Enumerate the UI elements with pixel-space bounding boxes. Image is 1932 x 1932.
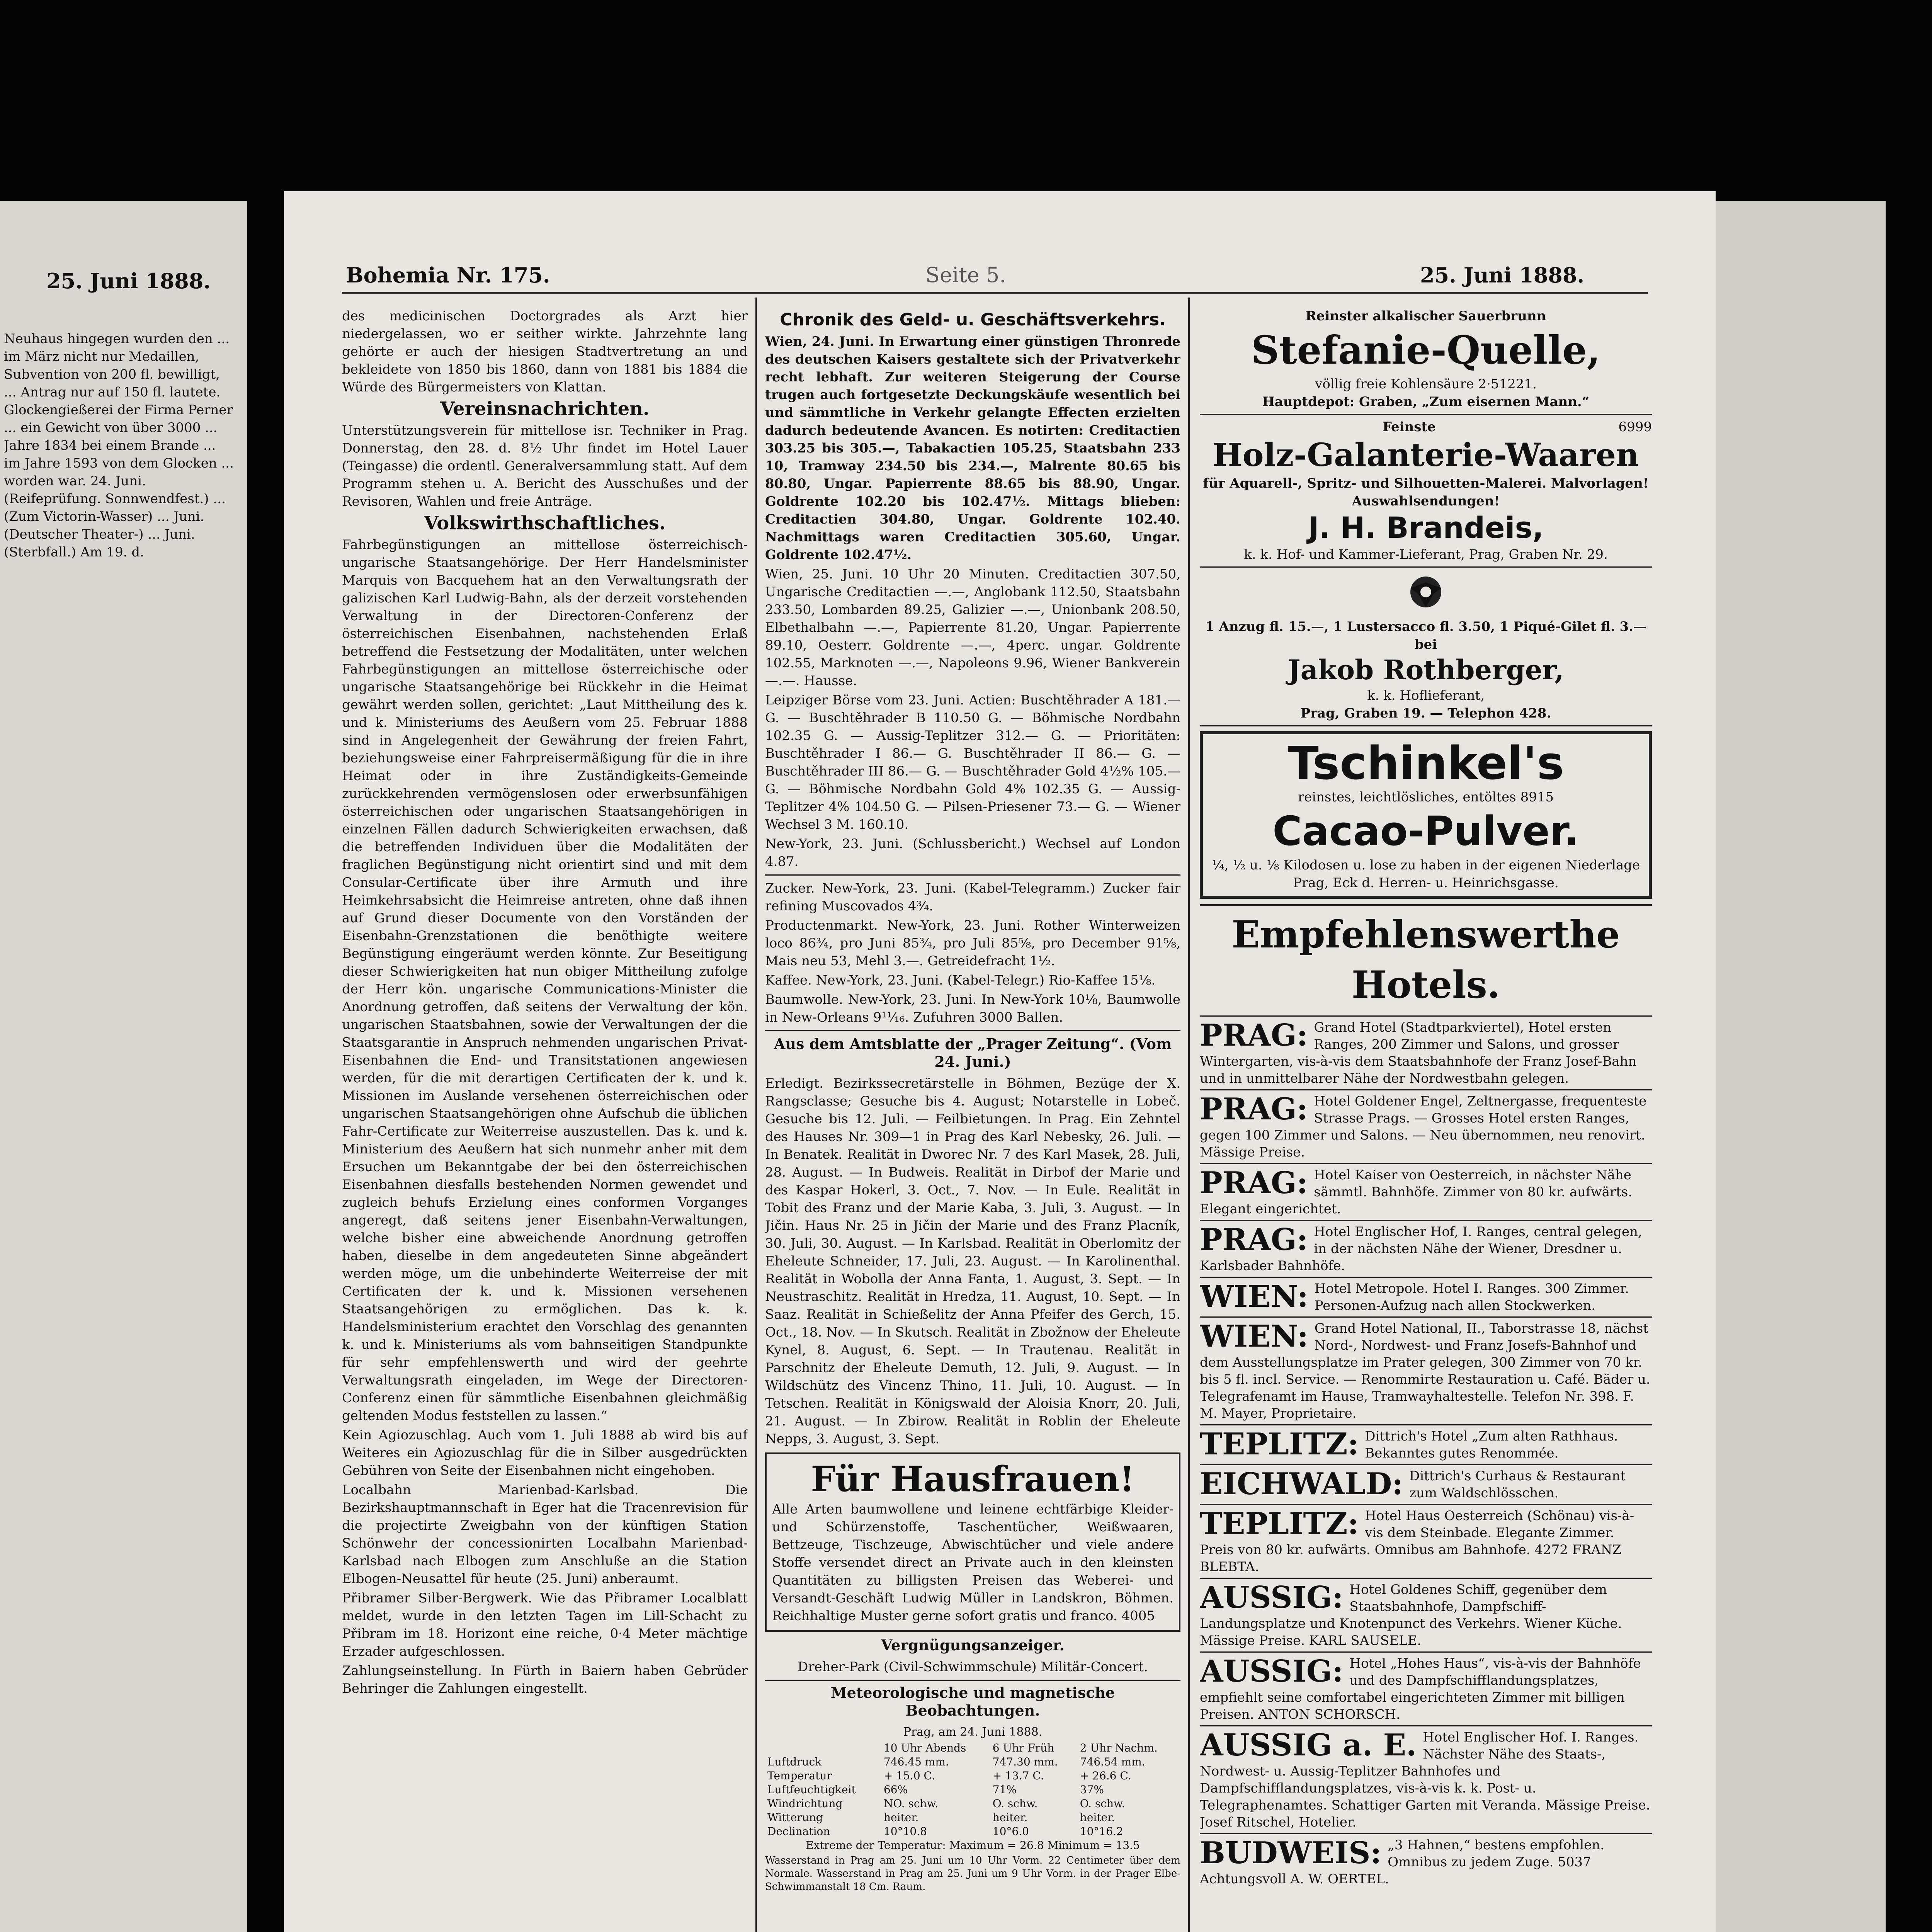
hotel-city: AUSSIG a. E.: [1200, 1728, 1417, 1763]
ad-feinste: Feinste: [1382, 419, 1436, 435]
hotel-city: AUSSIG:: [1200, 1654, 1344, 1689]
newyork-report: New-York, 23. Juni. (Schlussbericht.) Wechsel auf London 4.87.: [765, 836, 1180, 869]
rothberger-ad: [1200, 568, 1652, 726]
hotel-description: Hotel Kaiser von Oesterreich, in nächster Nähe sämmtl. Bahnhöfe. Zimmer von 80 kr. aufwärts. Elegant eingerichtet.: [1200, 1167, 1633, 1217]
meteo-table: [765, 1741, 1180, 1838]
meteo-cell: + 26.6 C.: [1080, 1769, 1131, 1782]
volkswirth-text: Fahrbegünstigungen an mittellose österreichisch-ungarische Staatsangehörige. Der Herr Handelsminister Marquis von Bacquehem hat an den Verwaltungsrath der galizischen Karl Ludwig-Bahn, als der derzeit vorstehenden Verwaltung in der Directoren-Conferenz der österreichischen Eisenbahnen, nachstehenden Erlaß betreffend die Festsetzung der Modalitäten, unter welchen Fahrbegünstigungen an mittellose österreichische oder ungarische Staatsangehörige bei Rückkehr in die Heimat gewährt werden sollen, gerichtet: „Laut Mittheilung des k. und k. Ministeriums des Aeußern vom 25. Februar 1888 sind in Angelegenheit der Gewährung der freien Fahrt, beziehungsweise einer Fahrpreisermäßigung für die in ihre Heimat oder in ihre Zuständigkeits-Gemeinde zurückkehrenden vermögenslosen oder erwerbsunfähigen österreichischen oder ungarischen Staatsangehörigen in einzelnen Fällen dadurch Schwierigkeiten erwachsen, daß die betreffenden Individuen über die Modalitäten der fraglichen Begünstigung nicht orientirt sind und mit dem Consular-Certificate über ihre Armuth und ihre Heimkehrsabsicht die Heimreise antreten, ohne daß ihnen auf Grund dieser Documente von den Vorständen der Eisenbahn-Grenzstationen die benöthigte weitere Begünstigung eingeräumt werden könnte. Zur Beseitigung dieser Schwierigkeiten hat nun obiger Mittheilung zufolge der Herr kön. ungarische Communications-Minister die Anordnung getroffen, daß seitens der Verwaltung der kön. ungarischen Staatsbahnen, sowie der Verwaltungen der die Staatsgarantie in Anspruch nehmenden ungarischen Privat-Eisenbahnen die End- und Transitstationen angewiesen werden, für die mit derartigen Certificaten der k. und k. Missionen im Auslande versehenen österreichischen oder ungarischen Staatsangehörigen ohne Aufschub die üblichen Fahr-Certificate zur Weiterreise auszustellen. Das k. und k. Ministerium des Aeußern hat sich nunmehr anher mit dem Ersuchen um Bekanntgabe der bei den österreichischen Eisenbahnen diesfalls bestehenden Normen gewendet und zugleich behufs Erzielung eines conformen Vorganges angeregt, daß seitens jener Eisenbahn-Verwaltungen, welche bisher eine abweichende Anordnung getroffen haben, dieselbe in dem angedeuteten Sinne abgeändert werden möge, um die unbehinderte Weiterreise der mit Certificaten der k. und k. Missionen versehenen Staatsangehörigen zu ermöglichen. Das k. k. Handelsministerium erachtet den Vorschlag des genannten k. und k. Ministeriums als vom bahnseitigen Standpunkte für sehr empfehlenswerth und wird der geehrte Verwaltungsrath eingeladen, im Wege der Directoren-Conferenz einen für sämmtliche Eisenbahnen gleichmäßig geltenden Modus feststellen zu lassen.“: [342, 537, 748, 1423]
meteo-cell: Declination: [767, 1825, 830, 1838]
meteo-cell: 746.54 mm.: [1080, 1755, 1145, 1768]
vergnuegungs-heading: Vergnügungsanzeiger.: [881, 1636, 1065, 1654]
meteo-col-header: [765, 1741, 881, 1755]
hotel-description: Hotel Metropole. Hotel I. Ranges. 300 Zimmer. Personen-Aufzug nach allen Stockwerken.: [1314, 1281, 1629, 1313]
leipzig-report: Leipziger Börse vom 23. Juni. Actien: Buschtěhrader A 181.— G. — Buschtěhrader B 110.50 G. — Böhmische Nordbahn 102.35 G. — Aussig-Teplitzer 312.— G. — Prioritäten: Buschtěhrader I 86.— G. Buschtěhrader II 86.— G. — Buschtěhrader III 86.— G. — Buschtěhrader Gold 4½% 105.— G. — Böhmische Nordbahn Gold 4% 102.35 G. — Aussig-Teplitzer 4% 104.50 G. — Pilsen-Priesener 73.— G. — Wiener Wechsel 3 M. 160.10.: [765, 692, 1180, 832]
hotel-description: Hotel Goldener Engel, Zeltnergasse, frequenteste Strasse Prags. — Grosses Hotel ersten Ranges, gegen 100 Zimmer und Salons. — Neu übernommen, neu renovirt. Mässige Preise.: [1200, 1094, 1647, 1160]
pribram-text: Přibramer Silber-Bergwerk. Wie das Přibramer Localblatt meldet, wurde in den letzten Tagen im Lill-Schacht zu Přibram im 18. Horizont eine reiche, 0·4 Meter mächtige Erzader aufgeschlossen.: [342, 1590, 748, 1659]
rothberger-firm: Jakob Rothberger,: [1287, 654, 1564, 686]
hotel-description: Hotel Englischer Hof. I. Ranges. Nächster Nähe des Staats-, Nordwest- u. Aussig-Teplitzer Bahnhofes und Dampfschifflandungsplatzes, vis-à-vis k. k. Post- u. Telegraphenamtes. Schattiger Garten mit Veranda. Mässige Preise. Josef Ritschel, Hotelier.: [1200, 1730, 1650, 1830]
section-rule: [765, 1030, 1180, 1031]
meteo-row: [765, 1811, 1180, 1825]
tschinkel-name: Tschinkel's: [1287, 736, 1564, 790]
ad-text: k. k. Hoflieferant,: [1367, 688, 1485, 703]
header-date: 25. Juni 1888.: [1420, 263, 1585, 287]
hotel-description: Grand Hotel (Stadtparkviertel), Hotel ersten Ranges, 200 Zimmer und Salons, und grosser Wintergarten, vis-à-vis dem Staatsbahnhofe der Franz Josef-Bahn und in unmittelbarer Nähe der Nordwestbahn gelegen.: [1200, 1020, 1637, 1086]
ad-text: reinstes, leichtlösliches, entöltes: [1298, 789, 1516, 805]
amtsblatt-text: Erledigt. Bezirkssecretärstelle in Böhmen, Bezüge der X. Rangsclasse; Gesuche bis 4. August; Notarstelle in Lobeč. Gesuche bis 12. Juli. — Feilbietungen. In Prag. Ein Zehntel des Hauses Nr. 309—1 in Prag des Karl Nebesky, 26. Juli. — In Benatek. Realität in Dworec Nr. 7 des Karl Masek, 28. Juli, 28. August. — In Budweis. Realität in Dirbof der Marie und des Kaspar Hokerl, 3. Oct., 7. Nov. — In Eule. Realität in Tobit des Franz und der Marie Kaba, 3. Juli, 3. August. — In Jičin. Haus Nr. 25 in Jičin der Marie und des Franz Placník, 30. Juli, 30. August. — In Karlsbad. Realität in Oberlomitz der Eheleute Schneider, 17. Juli, 23. August. — In Karolinenthal. Realität in Wobolla der Anna Fanta, 1. August, 3. Sept. — In Neustraschitz. Realität in Hredza, 11. August, 10. Sept. — In Saaz. Realität in Schießelitz der Anna Pfeifer des Gerch, 15. Oct., 18. Nov. — In Skutsch. Realität in Zbožnow der Eheleute Kynel, 8. August, 6. Sept. — In Trautenau. Realität in Parschnitz der Eheleute Demuth, 12. Juli, 9. August. — In Wildschütz des Vincenz Thino, 11. Juli, 10. August. — In Tetschen. Realität in Königswald der Aloisia Knorr, 20. Juli, 21. August. — In Zbirow. Realität in Roblin der Eheleute Nepps, 3. August, 3. Sept.: [765, 1076, 1180, 1447]
hotel-description: Hotel Haus Oesterreich (Schönau) vis-à-vis dem Steinbade. Elegante Zimmer. Preis von 80 kr. aufwärts. Omnibus am Bahnhofe. 4272 FRANZ BLEBTA.: [1200, 1508, 1634, 1575]
meteo-cell: Luftdruck: [767, 1755, 822, 1768]
meteo-heading: Meteorologische und magnetische Beobachtungen.: [765, 1680, 1180, 1719]
ad-text: ¼, ½ u. ⅛ Kilodosen u. lose zu haben in der eigenen Niederlage Prag, Eck d. Herren- u. Heinrichsgasse.: [1211, 857, 1640, 891]
section-rule: [765, 874, 1180, 876]
hotel-city: TEPLITZ:: [1200, 1427, 1359, 1462]
ad-text: Prag, Graben 19. — Telephon 428.: [1300, 706, 1551, 721]
tschinkel-ad: [1200, 731, 1652, 899]
meteo-cell: 71%: [992, 1783, 1017, 1796]
meteo-row: [765, 1797, 1180, 1811]
meteo-footnote: Wasserstand in Prag am 25. Juni um 10 Uhr Vorm. 22 Centimeter über dem Normale. Wasserstand in Prag am 25. Juni um 9 Uhr Vorm. in der Prager Elbe-Schwimmanstalt 18 Cm. Raum.: [765, 1855, 1180, 1893]
hotel-description: Dittrich's Hotel „Zum alten Rathhaus. Bekanntes gutes Renommée.: [1365, 1429, 1618, 1461]
hotel-city: AUSSIG:: [1200, 1580, 1344, 1615]
hotel-entry: [1200, 1015, 1652, 1089]
vereins-heading: Vereinsnachrichten.: [440, 398, 650, 420]
meteo-col-header: 10 Uhr Abends: [883, 1742, 966, 1754]
hausfrauen-title: Für Hausfrauen!: [811, 1459, 1135, 1500]
header-rule: [342, 292, 1648, 294]
left-page-paragraph: Neuhaus hingegen wurden den ... im März nicht nur Medaillen, Subvention von 200 fl. bewilligt, ... Antrag nur auf 150 fl. lautete. Glockengießerei der Firma Perner ... ein Gewicht von über 3000 ... Jahre 1834 bei einem Brande ... im Jahre 1593 von dem Glocken ... worden war. 24. Juni. (Reifeprüfung. Sonnwendfest.) ... (Zum Victorin-Wasser) ... Juni. (Deutscher Theater-) ... Juni. (Sterbfall.) Am 19. d.: [4, 331, 234, 560]
hotel-city: TEPLITZ:: [1200, 1506, 1359, 1541]
left-page-date: 25. Juni 1888.: [46, 269, 211, 293]
hotel-description: Hotel Goldenes Schiff, gegenüber dem Staatsbahnhofe, Dampfschiff-Landungsplatze und Knotenpunct des Verkehrs. Wiener Küche. Mässige Preise. KARL SAUSELE.: [1200, 1582, 1622, 1648]
ad-tagline: Reinster alkalischer Sauerbrunn: [1305, 308, 1546, 324]
meteo-cell: 66%: [883, 1783, 908, 1796]
hotel-entry: [1200, 1504, 1652, 1578]
meteo-cell: O. schw.: [1080, 1797, 1125, 1810]
hotel-city: WIEN:: [1200, 1319, 1308, 1354]
stefanie-quelle-ad: [1200, 307, 1652, 415]
meteo-cell: 747.30 mm.: [992, 1755, 1058, 1768]
wien-24-report: Wien, 24. Juni. In Erwartung einer günstigen Thronrede des deutschen Kaisers gestaltete sich der Privatverkehr recht lebhaft. Zur weiteren Steigerung der Course trugen auch fortgesetzte Deckungskäufe wesentlich bei und sämmtliche in Verkehr gelangte Effecten erzielten dadurch bedeutende Avancen. Es notirten: Creditactien 303.25 bis 305.—, Tabakactien 105.25, Staatsbahn 233 10, Tramway 234.50 bis 234.—, Malrente 80.65 bis 80.80, Ungar. Papierrente 88.65 bis 88.90, Ungar. Goldrente 102.20 bis 102.47½. Mittags blieben: Creditactien 304.80, Ungar. Goldrente 102.40. Nachmittags waren Creditactien 305.60, Ungar. Goldrente 102.47½.: [765, 334, 1180, 563]
meteo-header-row: [765, 1741, 1180, 1755]
cacao-pulver: Cacao-Pulver.: [1272, 808, 1579, 855]
localbahn-text: Localbahn Marienbad-Karlsbad. Die Bezirkshauptmannschaft in Eger hat die Tracenrevision für die projectirte Zweigbahn von der künftigen Station Schönwehr der concessionirten Localbahn Marienbad-Karlsbad nach Elbogen zum Anschluße an die Station Elbogen-Neusattel für heute (25. Juni) anberaumt.: [342, 1482, 748, 1587]
column-1: [342, 307, 748, 1932]
ad-text: 1 Anzug fl. 15.—, 1 Lustersacco fl. 3.50, 1 Piqué-Gilet fl. 3.— bei: [1205, 619, 1647, 652]
header-page-number: Seite 5.: [925, 263, 1006, 287]
meteo-cell: O. schw.: [992, 1797, 1038, 1810]
hotel-entry: [1200, 1464, 1652, 1504]
meteo-row: [765, 1755, 1180, 1769]
column-2: [765, 307, 1180, 1932]
volkswirth-heading: Volkswirthschaftliches.: [424, 512, 666, 534]
hotels-list: [1200, 1015, 1652, 1890]
hotel-city: EICHWALD:: [1200, 1466, 1403, 1502]
meteo-cell: + 13.7 C.: [992, 1769, 1044, 1782]
zucker-report: Zucker. New-York, 23. Juni. (Kabel-Telegramm.) Zucker fair refining Muscovados 4¾.: [765, 881, 1180, 914]
meteo-cell: 37%: [1080, 1783, 1104, 1796]
vereins-text: Unterstützungsverein für mittellose isr. Techniker in Prag. Donnerstag, den 28. d. 8½ Uhr findet im Hotel Lauer (Teingasse) die ordentl. Generalversammlung statt. Auf dem Programm stehen u. A. Bericht des Ausschußes und der Revisoren, Wahlen und freie Anträge.: [342, 423, 748, 509]
meteo-cell: heiter.: [1080, 1811, 1115, 1824]
meteo-cell: 746.45 mm.: [883, 1755, 949, 1768]
meteo-cell: 10°6.0: [992, 1825, 1029, 1838]
vergnuegungs-text: Dreher-Park (Civil-Schwimmschule) Militär-Concert.: [798, 1659, 1148, 1675]
meteo-cell: 10°16.2: [1080, 1825, 1123, 1838]
meteo-extreme: Extreme der Temperatur: Maximum = 26.8 Minimum = 13.5: [806, 1839, 1140, 1852]
meteo-cell: Temperatur: [767, 1769, 832, 1782]
hotel-entry: [1200, 1725, 1652, 1833]
hotel-city: PRAG:: [1200, 1092, 1308, 1127]
meteo-cell: NO. schw.: [883, 1797, 939, 1810]
baumwolle-report: Baumwolle. New-York, 23. Juni. In New-York 10⅛, Baumwolle in New-Orleans 9¹¹⁄₁₆. Zufuhren 3000 Ballen.: [765, 992, 1180, 1025]
hotel-description: Grand Hotel National, II., Taborstrasse 18, nächst Nord-, Nordwest- und Franz Josefs-Bahnhof und dem Ausstellungsplatze im Prater gelegen, 300 Zimmer von 70 kr. bis 5 fl. incl. Service. — Renommirte Restauration u. Café. Bäder u. Telegrafenamt im Hause, Tramwayhaltestelle. Telefon Nr. 398. F. M. Mayer, Proprietaire.: [1200, 1321, 1650, 1421]
hotel-city: PRAG:: [1200, 1018, 1308, 1053]
newspaper-page: [284, 191, 1716, 1932]
brandeis-firm: J. H. Brandeis,: [1308, 510, 1544, 545]
meteo-cell: Luftfeuchtigkeit: [767, 1783, 856, 1796]
column-3-ads: [1200, 307, 1652, 1932]
hotel-description: Hotel „Hohes Haus“, vis-à-vis der Bahnhöfe und des Dampfschifflandungsplatzes, empfiehlt seine comfortabel eingerichteten Zimmer mit billigen Preisen. ANTON SCHORSCH.: [1200, 1656, 1641, 1722]
holz-galanterie-title: Holz-Galanterie-Waaren: [1213, 437, 1639, 474]
meteo-col-header: 2 Uhr Nachm.: [1080, 1742, 1158, 1754]
hotel-city: WIEN:: [1200, 1279, 1308, 1314]
hausfrauen-ad: [765, 1452, 1180, 1632]
hotels-heading: Empfehlenswerthe Hotels.: [1200, 904, 1652, 1010]
hotel-entry: [1200, 1089, 1652, 1163]
stefanie-quelle-name: Stefanie-Quelle,: [1251, 327, 1600, 373]
hotel-description: „3 Hahnen,“ bestens empfohlen. Omnibus zu jedem Zuge. 5037 Achtungsvoll A. W. OERTEL.: [1200, 1837, 1605, 1887]
meteo-cell: heiter.: [992, 1811, 1028, 1824]
chronik-heading: Chronik des Geld- u. Geschäftsverkehrs.: [780, 310, 1166, 330]
ad-text: k. k. Hof- und Kammer-Lieferant, Prag, Graben Nr. 29.: [1244, 547, 1608, 562]
hotel-city: BUDWEIS:: [1200, 1835, 1382, 1871]
amtsblatt-heading: Aus dem Amtsblatte der „Prager Zeitung“. (Vom 24. Juni.): [774, 1035, 1172, 1070]
ad-number: 8915: [1520, 789, 1554, 805]
hotel-entry: [1200, 1578, 1652, 1651]
meteo-cell: + 15.0 C.: [883, 1769, 935, 1782]
hotel-description: Hotel Englischer Hof, I. Ranges, central gelegen, in der nächsten Nähe der Wiener, Dresdner u. Karlsbader Bahnhöfe.: [1200, 1224, 1642, 1274]
meteo-cell: heiter.: [883, 1811, 919, 1824]
eagle-emblem-icon: [1405, 571, 1447, 613]
meteo-row: [765, 1783, 1180, 1797]
left-page-fragment: [0, 201, 247, 1932]
page-edge: [1716, 201, 1886, 1932]
hotel-entry: [1200, 1424, 1652, 1464]
producten-report: Productenmarkt. New-York, 23. Juni. Rother Winterweizen loco 86¾, pro Juni 85¾, pro Juli 85⅝, pro December 91⅝, Mais neu 53, Mehl 3.—. Getreidefracht 1½.: [765, 918, 1180, 969]
kaffee-report: Kaffee. New-York, 23. Juni. (Kabel-Telegr.) Rio-Kaffee 15⅛.: [765, 973, 1156, 988]
hotel-city: PRAG:: [1200, 1165, 1308, 1201]
zahlung-text: Zahlungseinstellung. In Fürth in Baiern haben Gebrüder Behringer die Zahlungen eingestellt.: [342, 1663, 748, 1696]
hotel-entry: [1200, 1220, 1652, 1277]
hotel-city: PRAG:: [1200, 1222, 1308, 1257]
meteo-cell: Windrichtung: [767, 1797, 843, 1810]
column-divider-1: [755, 298, 757, 1932]
ad-subtitle: völlig freie Kohlensäure 2·51221.: [1315, 376, 1537, 392]
left-page-text: [4, 317, 234, 1932]
obituary-end: des medicinischen Doctorgrades als Arzt hier niedergelassen, wo er seither wirkte. Jahrzehnte lang gehörte er auch der hiesigen Stadtvertretung an und bekleidete von 1850 bis 1860, dann von 1881 bis 1884 die Würde des Bürgermeisters von Klattan.: [342, 308, 748, 395]
hotel-entry: [1200, 1316, 1652, 1424]
hotel-entry: [1200, 1277, 1652, 1316]
meteo-col-header: 6 Uhr Früh: [992, 1742, 1054, 1754]
header-title: Bohemia Nr. 175.: [346, 263, 550, 287]
brandeis-ad: [1200, 415, 1652, 568]
meteo-row: [765, 1769, 1180, 1783]
hotel-entry: [1200, 1833, 1652, 1890]
meteo-place: Prag, am 24. Juni 1888.: [903, 1725, 1043, 1739]
column-divider-2: [1188, 298, 1190, 1932]
wien-25-report: Wien, 25. Juni. 10 Uhr 20 Minuten. Creditactien 307.50, Ungarische Creditactien —.—, Anglobank 112.50, Staatsbahn 233.50, Lombarden 89.25, Galizier —.—, Unionbank 208.50, Elbethalbahn —.—, Papierrente 81.20, Ungar. Papierrente 89.10, Oesterr. Goldrente —.—, 4perc. ungar. Goldrente 102.55, Marknoten —.—, Napoleons 9.96, Wiener Bankverein —.—. Hausse.: [765, 566, 1180, 689]
hotel-entry: [1200, 1163, 1652, 1220]
meteo-row: [765, 1825, 1180, 1838]
meteo-cell: 10°10.8: [883, 1825, 927, 1838]
hausfrauen-text: Alle Arten baumwollene und leinene echtfärbige Kleider- und Schürzenstoffe, Taschentücher, Weißwaaren, Bettzeuge, Tischzeuge, Abwischtücher und viele andere Stoffe versendet direct an Private auch in den kleinsten Quantitäten zu billigsten Preisen das Weberei- und Versandt-Geschäft Ludwig Müller in Landskron, Böhmen. Reichhaltige Muster gerne sofort gratis und franco. 4005: [772, 1502, 1173, 1624]
meteo-cell: Witterung: [767, 1811, 823, 1824]
ad-depot: Hauptdepot: Graben, „Zum eisernen Mann.“: [1262, 394, 1590, 410]
agio-text: Kein Agiozuschlag. Auch vom 1. Juli 1888 ab wird bis auf Weiteres ein Agiozuschlag für die in Silber ausgedrückten Gebühren von Seite der Eisenbahnen nicht eingehoben.: [342, 1427, 748, 1478]
hotel-entry: [1200, 1651, 1652, 1725]
hotel-description: Dittrich's Curhaus & Restaurant zum Waldschlösschen.: [1409, 1468, 1626, 1501]
ad-number: 6999: [1618, 419, 1652, 435]
ad-text: für Aquarell-, Spritz- und Silhouetten-Malerei. Malvorlagen! Auswahlsendungen!: [1203, 476, 1649, 509]
